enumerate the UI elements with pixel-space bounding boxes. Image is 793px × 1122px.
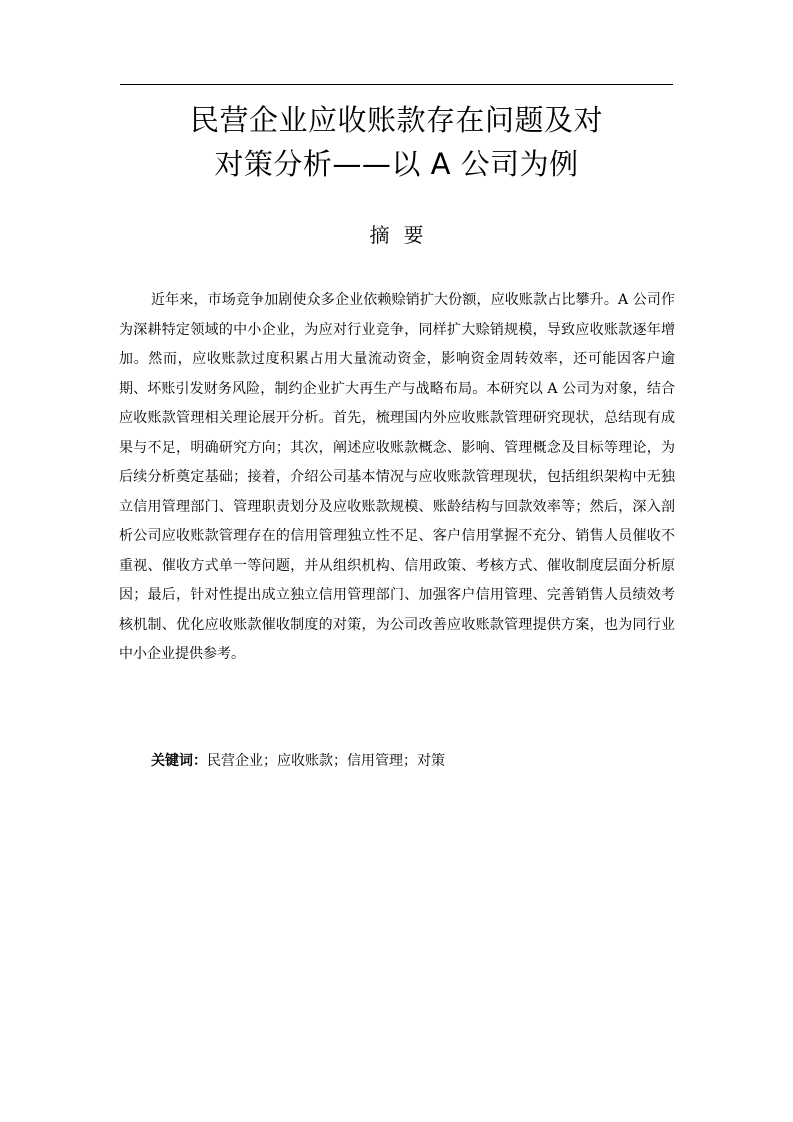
title-line-2: 对策分析——以 A 公司为例	[214, 147, 579, 181]
keywords-label: 关键词：	[151, 753, 207, 769]
document-title	[100, 98, 693, 186]
title-line-1: 民营企业应收账款存在问题及对	[189, 103, 603, 137]
abstract-paragraph: 近年来，市场竞争加剧使众多企业依赖赊销扩大份额，应收账款占比攀升。A 公司作为深耕特定领域的中小企业，为应对行业竞争，同样扩大赊销规模，导致应收账款逐年增加。然而，应收账款过度积累占用大量流动资金，影响资金周转效率，还可能因客户逾期、坏账引发财务风险，制约企业扩大再生产与战略布局。本研究以 A 公司为对象，结合应收账款管理相关理论展开分析。首先，梳理国内外应收账款管理研究现状，总结现有成果与不足，明确研究方向；其次，阐述应收账款概念、影响、管理概念及目标等理论，为后续分析奠定基础；接着，介绍公司基本情况与应收账款管理现状，包括组织架构中无独立信用管理部门、管理职责划分及应收账款规模、账龄结构与回款效率等；然后，深入剖析公司应收账款管理存在的信用管理独立性不足、客户信用掌握不充分、销售人员催收不重视、催收方式单一等问题，并从组织机构、信用政策、考核方式、催收制度层面分析原因；最后，针对性提出成立独立信用管理部门、加强客户信用管理、完善销售人员绩效考核机制、优化应收账款催收制度的对策，为公司改善应收账款管理提供方案，也为同行业中小企业提供参考。	[119, 292, 675, 662]
header-rule	[120, 84, 673, 85]
keywords-value: 民营企业；应收账款；信用管理；对策	[207, 753, 445, 769]
keywords-line	[151, 749, 671, 773]
abstract-heading: 摘要	[369, 223, 438, 247]
